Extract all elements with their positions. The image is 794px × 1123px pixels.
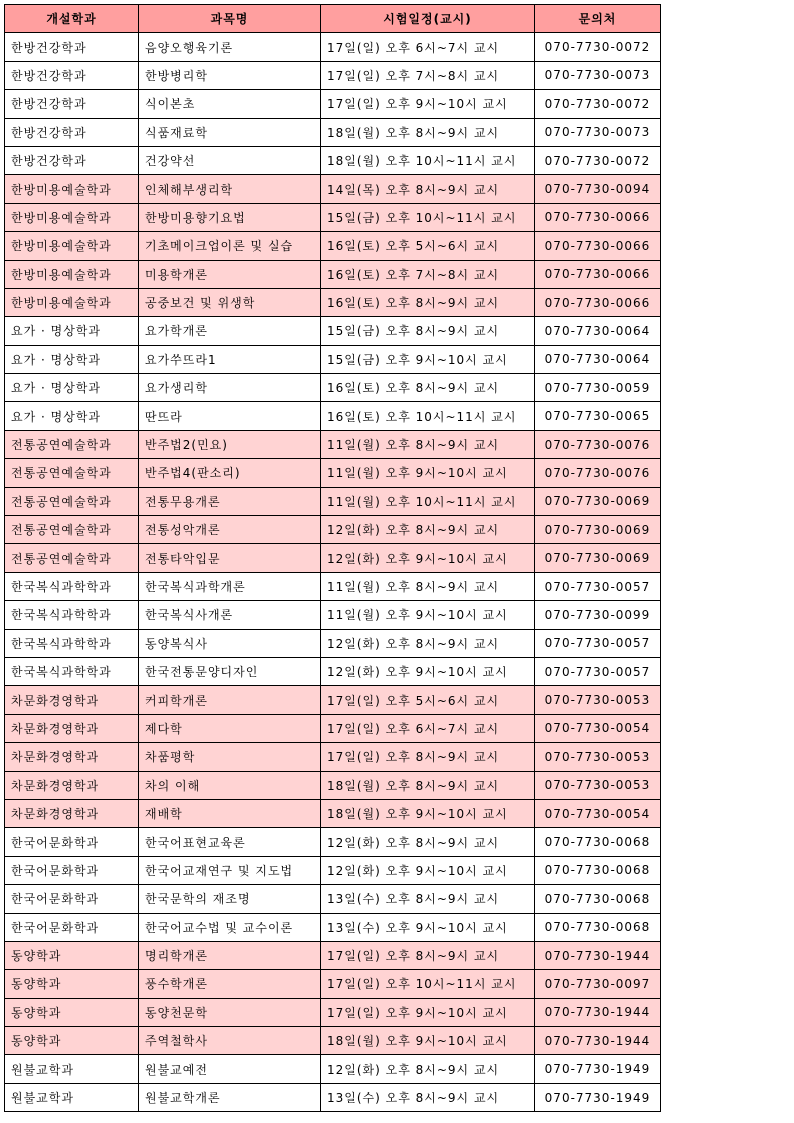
contact-cell: 070-7730-0066	[535, 232, 661, 260]
department-cell: 원불교학과	[5, 1055, 139, 1083]
contact-cell: 070-7730-0072	[535, 33, 661, 61]
subject-cell: 한방병리학	[139, 61, 321, 89]
department-cell: 한방건강학과	[5, 33, 139, 61]
contact-cell: 070-7730-0057	[535, 629, 661, 657]
schedule-cell: 14일(목) 오후 8시~9시 교시	[321, 175, 535, 203]
department-cell: 한방미용예술학과	[5, 232, 139, 260]
subject-cell: 한방미용향기요법	[139, 203, 321, 231]
contact-cell: 070-7730-0053	[535, 771, 661, 799]
contact-cell: 070-7730-0099	[535, 601, 661, 629]
department-cell: 차문화경영학과	[5, 799, 139, 827]
table-row	[5, 572, 661, 600]
department-cell: 한국어문화학과	[5, 913, 139, 941]
subject-cell: 원불교학개론	[139, 1083, 321, 1111]
subject-cell: 커피학개론	[139, 686, 321, 714]
header-row	[5, 5, 661, 33]
schedule-cell: 12일(화) 오후 8시~9시 교시	[321, 1055, 535, 1083]
schedule-cell: 17일(일) 오후 8시~9시 교시	[321, 743, 535, 771]
subject-cell: 전통성악개론	[139, 516, 321, 544]
table-row	[5, 714, 661, 742]
subject-cell: 식이본초	[139, 90, 321, 118]
department-cell: 한국복식과학학과	[5, 629, 139, 657]
subject-cell: 차품평학	[139, 743, 321, 771]
schedule-cell: 13일(수) 오후 8시~9시 교시	[321, 1083, 535, 1111]
contact-cell: 070-7730-1944	[535, 941, 661, 969]
schedule-cell: 12일(화) 오후 9시~10시 교시	[321, 856, 535, 884]
subject-cell: 반주법4(판소리)	[139, 459, 321, 487]
table-row	[5, 1027, 661, 1055]
department-cell: 한국복식과학학과	[5, 572, 139, 600]
contact-cell: 070-7730-0053	[535, 686, 661, 714]
table-row	[5, 828, 661, 856]
subject-cell: 미용학개론	[139, 260, 321, 288]
department-cell: 원불교학과	[5, 1083, 139, 1111]
department-cell: 한방미용예술학과	[5, 260, 139, 288]
subject-cell: 한국문학의 재조명	[139, 885, 321, 913]
schedule-cell: 18일(월) 오후 10시~11시 교시	[321, 146, 535, 174]
department-cell: 전통공연예술학과	[5, 430, 139, 458]
contact-cell: 070-7730-0097	[535, 970, 661, 998]
contact-cell: 070-7730-0054	[535, 714, 661, 742]
schedule-cell: 18일(월) 오후 9시~10시 교시	[321, 1027, 535, 1055]
department-cell: 한방미용예술학과	[5, 175, 139, 203]
department-cell: 한국어문화학과	[5, 828, 139, 856]
subject-cell: 한국어교수법 및 교수이론	[139, 913, 321, 941]
subject-cell: 한국복식과학개론	[139, 572, 321, 600]
table-row	[5, 430, 661, 458]
schedule-cell: 17일(일) 오후 9시~10시 교시	[321, 90, 535, 118]
subject-cell: 주역철학사	[139, 1027, 321, 1055]
subject-cell: 인체해부생리학	[139, 175, 321, 203]
table-row	[5, 970, 661, 998]
department-cell: 차문화경영학과	[5, 743, 139, 771]
schedule-cell: 11일(월) 오후 9시~10시 교시	[321, 459, 535, 487]
exam-schedule-table	[4, 4, 661, 1112]
contact-cell: 070-7730-1944	[535, 1027, 661, 1055]
table-row	[5, 941, 661, 969]
header-department: 개설학과	[5, 5, 139, 33]
schedule-cell: 12일(화) 오후 8시~9시 교시	[321, 629, 535, 657]
schedule-cell: 13일(수) 오후 9시~10시 교시	[321, 913, 535, 941]
schedule-cell: 17일(일) 오후 7시~8시 교시	[321, 61, 535, 89]
subject-cell: 딴뜨라	[139, 402, 321, 430]
table-row	[5, 33, 661, 61]
department-cell: 차문화경영학과	[5, 714, 139, 742]
subject-cell: 전통타악입문	[139, 544, 321, 572]
subject-cell: 반주법2(민요)	[139, 430, 321, 458]
contact-cell: 070-7730-0072	[535, 90, 661, 118]
contact-cell: 070-7730-0076	[535, 459, 661, 487]
schedule-cell: 12일(화) 오후 9시~10시 교시	[321, 544, 535, 572]
subject-cell: 동양천문학	[139, 998, 321, 1026]
schedule-cell: 17일(일) 오후 6시~7시 교시	[321, 33, 535, 61]
department-cell: 동양학과	[5, 1027, 139, 1055]
schedule-cell: 16일(토) 오후 8시~9시 교시	[321, 288, 535, 316]
contact-cell: 070-7730-0065	[535, 402, 661, 430]
contact-cell: 070-7730-0054	[535, 799, 661, 827]
schedule-cell: 12일(화) 오후 8시~9시 교시	[321, 516, 535, 544]
subject-cell: 동양복식사	[139, 629, 321, 657]
subject-cell: 한국어표현교육론	[139, 828, 321, 856]
schedule-cell: 11일(월) 오후 8시~9시 교시	[321, 430, 535, 458]
contact-cell: 070-7730-0066	[535, 203, 661, 231]
schedule-cell: 16일(토) 오후 7시~8시 교시	[321, 260, 535, 288]
subject-cell: 건강약선	[139, 146, 321, 174]
table-row	[5, 998, 661, 1026]
subject-cell: 전통무용개론	[139, 487, 321, 515]
contact-cell: 070-7730-0073	[535, 61, 661, 89]
table-row	[5, 402, 661, 430]
subject-cell: 요가쑤뜨라1	[139, 345, 321, 373]
schedule-cell: 12일(화) 오후 8시~9시 교시	[321, 828, 535, 856]
table-row	[5, 544, 661, 572]
schedule-cell: 15일(금) 오후 9시~10시 교시	[321, 345, 535, 373]
table-row	[5, 374, 661, 402]
schedule-cell: 17일(일) 오후 5시~6시 교시	[321, 686, 535, 714]
header-subject: 과목명	[139, 5, 321, 33]
contact-cell: 070-7730-0069	[535, 544, 661, 572]
table-row	[5, 771, 661, 799]
contact-cell: 070-7730-1949	[535, 1055, 661, 1083]
schedule-cell: 17일(일) 오후 10시~11시 교시	[321, 970, 535, 998]
subject-cell: 기초메이크업이론 및 실습	[139, 232, 321, 260]
department-cell: 한국복식과학학과	[5, 601, 139, 629]
department-cell: 요가 · 명상학과	[5, 317, 139, 345]
department-cell: 전통공연예술학과	[5, 487, 139, 515]
department-cell: 한방건강학과	[5, 118, 139, 146]
contact-cell: 070-7730-0076	[535, 430, 661, 458]
schedule-cell: 18일(월) 오후 9시~10시 교시	[321, 799, 535, 827]
schedule-cell: 18일(월) 오후 8시~9시 교시	[321, 118, 535, 146]
contact-cell: 070-7730-0068	[535, 885, 661, 913]
schedule-cell: 13일(수) 오후 8시~9시 교시	[321, 885, 535, 913]
subject-cell: 요가생리학	[139, 374, 321, 402]
department-cell: 동양학과	[5, 941, 139, 969]
department-cell: 차문화경영학과	[5, 771, 139, 799]
contact-cell: 070-7730-0057	[535, 572, 661, 600]
header-schedule: 시험일정(교시)	[321, 5, 535, 33]
department-cell: 요가 · 명상학과	[5, 402, 139, 430]
schedule-cell: 16일(토) 오후 8시~9시 교시	[321, 374, 535, 402]
table-row	[5, 1083, 661, 1111]
table-row	[5, 743, 661, 771]
department-cell: 전통공연예술학과	[5, 459, 139, 487]
table-row	[5, 856, 661, 884]
table-row	[5, 657, 661, 685]
subject-cell: 공중보건 및 위생학	[139, 288, 321, 316]
department-cell: 한방미용예술학과	[5, 288, 139, 316]
contact-cell: 070-7730-0064	[535, 345, 661, 373]
contact-cell: 070-7730-0064	[535, 317, 661, 345]
schedule-cell: 11일(월) 오후 9시~10시 교시	[321, 601, 535, 629]
table-header	[5, 5, 661, 33]
contact-cell: 070-7730-0069	[535, 516, 661, 544]
table-row	[5, 288, 661, 316]
contact-cell: 070-7730-0066	[535, 288, 661, 316]
schedule-cell: 17일(일) 오후 9시~10시 교시	[321, 998, 535, 1026]
department-cell: 한방건강학과	[5, 90, 139, 118]
table-row	[5, 629, 661, 657]
contact-cell: 070-7730-0068	[535, 828, 661, 856]
department-cell: 요가 · 명상학과	[5, 345, 139, 373]
table-row	[5, 203, 661, 231]
department-cell: 차문화경영학과	[5, 686, 139, 714]
subject-cell: 재배학	[139, 799, 321, 827]
table-row	[5, 516, 661, 544]
department-cell: 동양학과	[5, 970, 139, 998]
contact-cell: 070-7730-1949	[535, 1083, 661, 1111]
department-cell: 요가 · 명상학과	[5, 374, 139, 402]
subject-cell: 한국전통문양디자인	[139, 657, 321, 685]
contact-cell: 070-7730-0066	[535, 260, 661, 288]
department-cell: 한국어문화학과	[5, 856, 139, 884]
schedule-cell: 12일(화) 오후 9시~10시 교시	[321, 657, 535, 685]
contact-cell: 070-7730-0068	[535, 913, 661, 941]
subject-cell: 풍수학개론	[139, 970, 321, 998]
department-cell: 한방건강학과	[5, 146, 139, 174]
schedule-cell: 16일(토) 오후 10시~11시 교시	[321, 402, 535, 430]
contact-cell: 070-7730-0094	[535, 175, 661, 203]
subject-cell: 명리학개론	[139, 941, 321, 969]
contact-cell: 070-7730-0068	[535, 856, 661, 884]
subject-cell: 한국어교재연구 및 지도법	[139, 856, 321, 884]
schedule-cell: 17일(일) 오후 6시~7시 교시	[321, 714, 535, 742]
table-row	[5, 799, 661, 827]
table-row	[5, 459, 661, 487]
schedule-cell: 16일(토) 오후 5시~6시 교시	[321, 232, 535, 260]
contact-cell: 070-7730-0053	[535, 743, 661, 771]
department-cell: 동양학과	[5, 998, 139, 1026]
schedule-cell: 15일(금) 오후 10시~11시 교시	[321, 203, 535, 231]
schedule-cell: 17일(일) 오후 8시~9시 교시	[321, 941, 535, 969]
table-row	[5, 487, 661, 515]
subject-cell: 제다학	[139, 714, 321, 742]
schedule-cell: 11일(월) 오후 8시~9시 교시	[321, 572, 535, 600]
table-row	[5, 118, 661, 146]
contact-cell: 070-7730-0069	[535, 487, 661, 515]
subject-cell: 요가학개론	[139, 317, 321, 345]
table-row	[5, 913, 661, 941]
table-row	[5, 232, 661, 260]
contact-cell: 070-7730-1944	[535, 998, 661, 1026]
table-row	[5, 146, 661, 174]
table-row	[5, 1055, 661, 1083]
subject-cell: 음양오행육기론	[139, 33, 321, 61]
department-cell: 한국복식과학학과	[5, 657, 139, 685]
subject-cell: 차의 이해	[139, 771, 321, 799]
department-cell: 한방건강학과	[5, 61, 139, 89]
department-cell: 전통공연예술학과	[5, 516, 139, 544]
schedule-cell: 18일(월) 오후 8시~9시 교시	[321, 771, 535, 799]
table-row	[5, 885, 661, 913]
subject-cell: 식품재료학	[139, 118, 321, 146]
contact-cell: 070-7730-0073	[535, 118, 661, 146]
contact-cell: 070-7730-0057	[535, 657, 661, 685]
department-cell: 한방미용예술학과	[5, 203, 139, 231]
table-row	[5, 260, 661, 288]
table-row	[5, 317, 661, 345]
subject-cell: 원불교예전	[139, 1055, 321, 1083]
table-row	[5, 601, 661, 629]
contact-cell: 070-7730-0059	[535, 374, 661, 402]
table-row	[5, 175, 661, 203]
department-cell: 한국어문화학과	[5, 885, 139, 913]
table-row	[5, 345, 661, 373]
table-body	[5, 33, 661, 1112]
table-row	[5, 90, 661, 118]
department-cell: 전통공연예술학과	[5, 544, 139, 572]
schedule-cell: 15일(금) 오후 8시~9시 교시	[321, 317, 535, 345]
contact-cell: 070-7730-0072	[535, 146, 661, 174]
header-contact: 문의처	[535, 5, 661, 33]
subject-cell: 한국복식사개론	[139, 601, 321, 629]
schedule-cell: 11일(월) 오후 10시~11시 교시	[321, 487, 535, 515]
table-row	[5, 686, 661, 714]
table-row	[5, 61, 661, 89]
